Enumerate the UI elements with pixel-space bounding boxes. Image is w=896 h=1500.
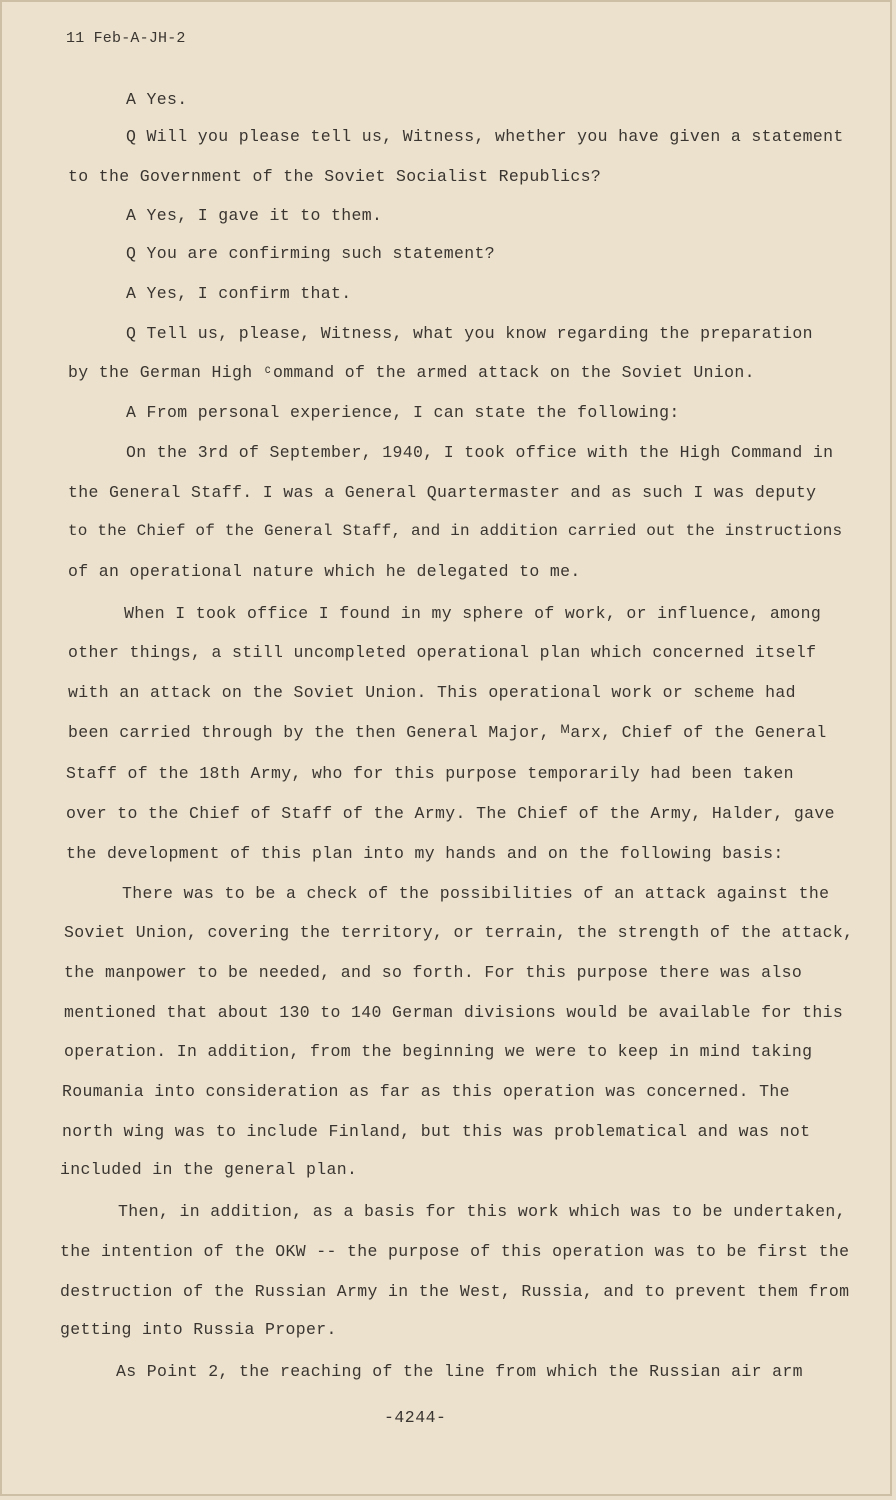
text-line: been carried through by the then General Major, ᴹarx, Chief of the General (68, 723, 827, 742)
text-line: over to the Chief of Staff of the Army. The Chief of the Army, Halder, gave (66, 804, 835, 823)
text-line: Q Tell us, please, Witness, what you know regarding the preparation (126, 324, 813, 343)
text-line: operation. In addition, from the beginning we were to keep in mind taking (64, 1042, 813, 1061)
text-line: north wing was to include Finland, but this was problematical and was not (62, 1122, 811, 1141)
page-number: -4244- (384, 1408, 447, 1427)
text-line: Q You are confirming such statement? (126, 244, 496, 263)
text-line: the manpower to be needed, and so forth. For this purpose there was also (64, 963, 803, 982)
text-line: mentioned that about 130 to 140 German divisions would be available for this (64, 1003, 844, 1022)
text-line: Soviet Union, covering the territory, or terrain, the strength of the attack, (64, 923, 854, 942)
text-line: other things, a still uncompleted operational plan which concerned itself (68, 643, 817, 662)
text-line: the intention of the OKW -- the purpose of this operation was to be first the (60, 1242, 850, 1261)
text-line: When I took office I found in my sphere of work, or influence, among (124, 604, 822, 623)
text-line: A Yes, I gave it to them. (126, 206, 383, 225)
text-line: A Yes, I confirm that. (126, 284, 352, 303)
text-line: to the Chief of the General Staff, and in addition carried out the instructions (68, 522, 843, 540)
text-line: destruction of the Russian Army in the West, Russia, and to prevent them from (60, 1282, 850, 1301)
text-line: the development of this plan into my hands and on the following basis: (66, 844, 784, 863)
text-line: A Yes. (126, 90, 188, 109)
text-line: included in the general plan. (60, 1160, 358, 1179)
text-line: to the Government of the Soviet Socialist Republics? (68, 167, 602, 186)
text-line: A From personal experience, I can state the following: (126, 403, 680, 422)
text-line: with an attack on the Soviet Union. This operational work or scheme had (68, 683, 796, 702)
text-line: the General Staff. I was a General Quartermaster and as such I was deputy (68, 483, 817, 502)
text-line: Then, in addition, as a basis for this work which was to be undertaken, (118, 1202, 846, 1221)
text-line: of an operational nature which he delegated to me. (68, 562, 581, 581)
text-line: There was to be a check of the possibilities of an attack against the (122, 884, 830, 903)
document-reference: 11 Feb-A-JH-2 (66, 30, 186, 47)
text-line: by the German High ᶜommand of the armed attack on the Soviet Union. (68, 363, 755, 382)
text-line: Q Will you please tell us, Witness, whether you have given a statement (126, 127, 844, 146)
text-line: As Point 2, the reaching of the line from which the Russian air arm (116, 1362, 803, 1381)
text-line: getting into Russia Proper. (60, 1320, 337, 1339)
text-line: Staff of the 18th Army, who for this purpose temporarily had been taken (66, 764, 794, 783)
text-line: Roumania into consideration as far as this operation was concerned. The (62, 1082, 790, 1101)
text-line: On the 3rd of September, 1940, I took office with the High Command in (126, 443, 834, 462)
